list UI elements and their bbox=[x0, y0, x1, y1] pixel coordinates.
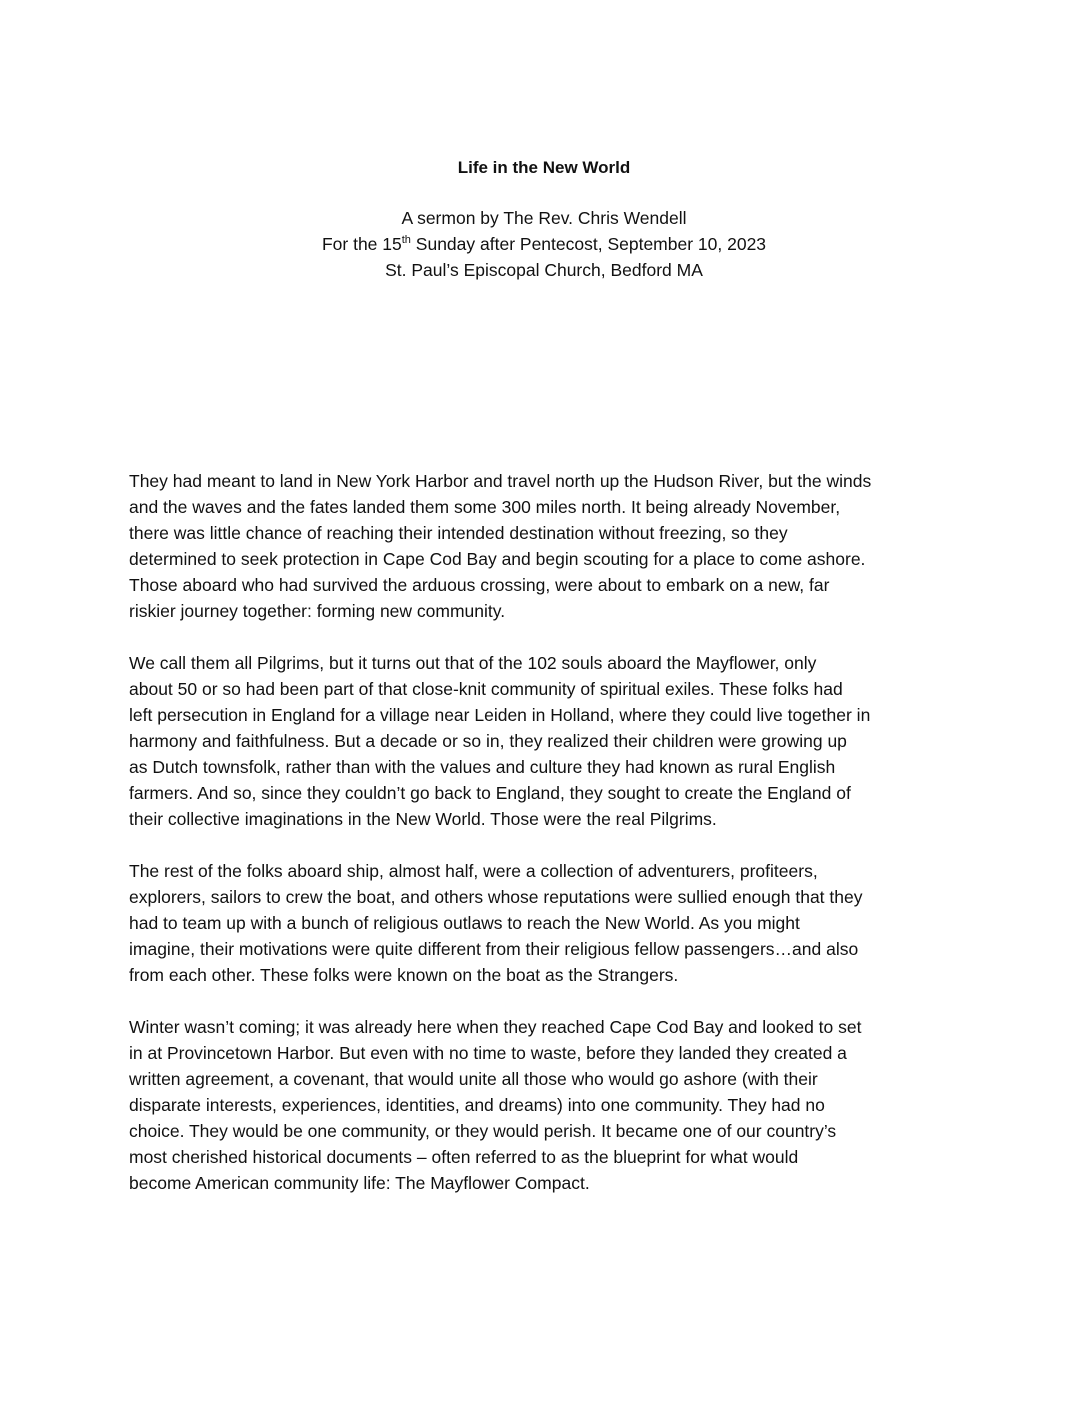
text-line: as Dutch townsfolk, rather than with the values and culture they had known as rural English bbox=[129, 757, 836, 777]
text-line: harmony and faithfulness. But a decade or so in, they realized their children were growing up bbox=[129, 731, 847, 751]
text-line: from each other. These folks were known on the boat as the Strangers. bbox=[129, 965, 679, 985]
text-line: The rest of the folks aboard ship, almost half, were a collection of adventurers, profiteers, bbox=[129, 861, 818, 881]
paragraph-2 bbox=[129, 650, 979, 832]
occasion-prefix: For the 15 bbox=[321, 234, 402, 254]
text-line: there was little chance of reaching their intended destination without freezing, so they bbox=[129, 523, 788, 543]
text-line: about 50 or so had been part of that close-knit community of spiritual exiles. These folks had bbox=[129, 679, 843, 699]
paragraph-1 bbox=[129, 468, 979, 624]
occasion-text: Sunday after Pentecost, September 10, 2023 bbox=[410, 234, 767, 254]
text-line: explorers, sailors to crew the boat, and others whose reputations were sullied enough that they bbox=[129, 887, 863, 907]
text-line: Those aboard who had survived the arduous crossing, were about to embark on a new, far bbox=[129, 575, 830, 595]
text-line: written agreement, a covenant, that would unite all those who would go ashore (with their bbox=[129, 1069, 818, 1089]
text-line: become American community life: The Mayflower Compact. bbox=[129, 1173, 590, 1193]
sermon-byline: A sermon by The Rev. Chris Wendell bbox=[401, 208, 687, 228]
sermon-body bbox=[129, 468, 979, 1222]
text-line: left persecution in England for a village near Leiden in Holland, where they could live together in bbox=[129, 705, 871, 725]
text-line: their collective imaginations in the New World. Those were the real Pilgrims. bbox=[129, 809, 717, 829]
text-line: They had meant to land in New York Harbor and travel north up the Hudson River, but the winds bbox=[129, 471, 872, 491]
text-line: Winter wasn’t coming; it was already here when they reached Cape Cod Bay and looked to set bbox=[129, 1017, 862, 1037]
occasion-ordinal-suffix: th bbox=[401, 234, 411, 247]
paragraph-3 bbox=[129, 858, 979, 988]
text-line: disparate interests, experiences, identities, and dreams) into one community. They had no bbox=[129, 1095, 825, 1115]
paragraph-4 bbox=[129, 1014, 979, 1196]
text-line: most cherished historical documents – often referred to as the blueprint for what would bbox=[129, 1147, 799, 1167]
sermon-header bbox=[0, 155, 1088, 283]
sermon-occasion bbox=[0, 231, 1088, 257]
text-line: choice. They would be one community, or they would perish. It became one of our country’s bbox=[129, 1121, 837, 1141]
sermon-title: Life in the New World bbox=[457, 158, 631, 177]
text-line: farmers. And so, since they couldn’t go back to England, they sought to create the England of bbox=[129, 783, 851, 803]
text-line: We call them all Pilgrims, but it turns out that of the 102 souls aboard the Mayflower, only bbox=[129, 653, 817, 673]
text-line: determined to seek protection in Cape Cod Bay and begin scouting for a place to come ashore. bbox=[129, 549, 866, 569]
sermon-location: St. Paul’s Episcopal Church, Bedford MA bbox=[385, 260, 703, 280]
sermon-meta bbox=[0, 205, 1088, 283]
text-line: had to team up with a bunch of religious outlaws to reach the New World. As you might bbox=[129, 913, 800, 933]
text-line: imagine, their motivations were quite different from their religious fellow passengers…and also bbox=[129, 939, 859, 959]
text-line: in at Provincetown Harbor. But even with no time to waste, before they landed they created a bbox=[129, 1043, 847, 1063]
text-line: and the waves and the fates landed them some 300 miles north. It being already November, bbox=[129, 497, 841, 517]
text-line: riskier journey together: forming new community. bbox=[129, 601, 506, 621]
